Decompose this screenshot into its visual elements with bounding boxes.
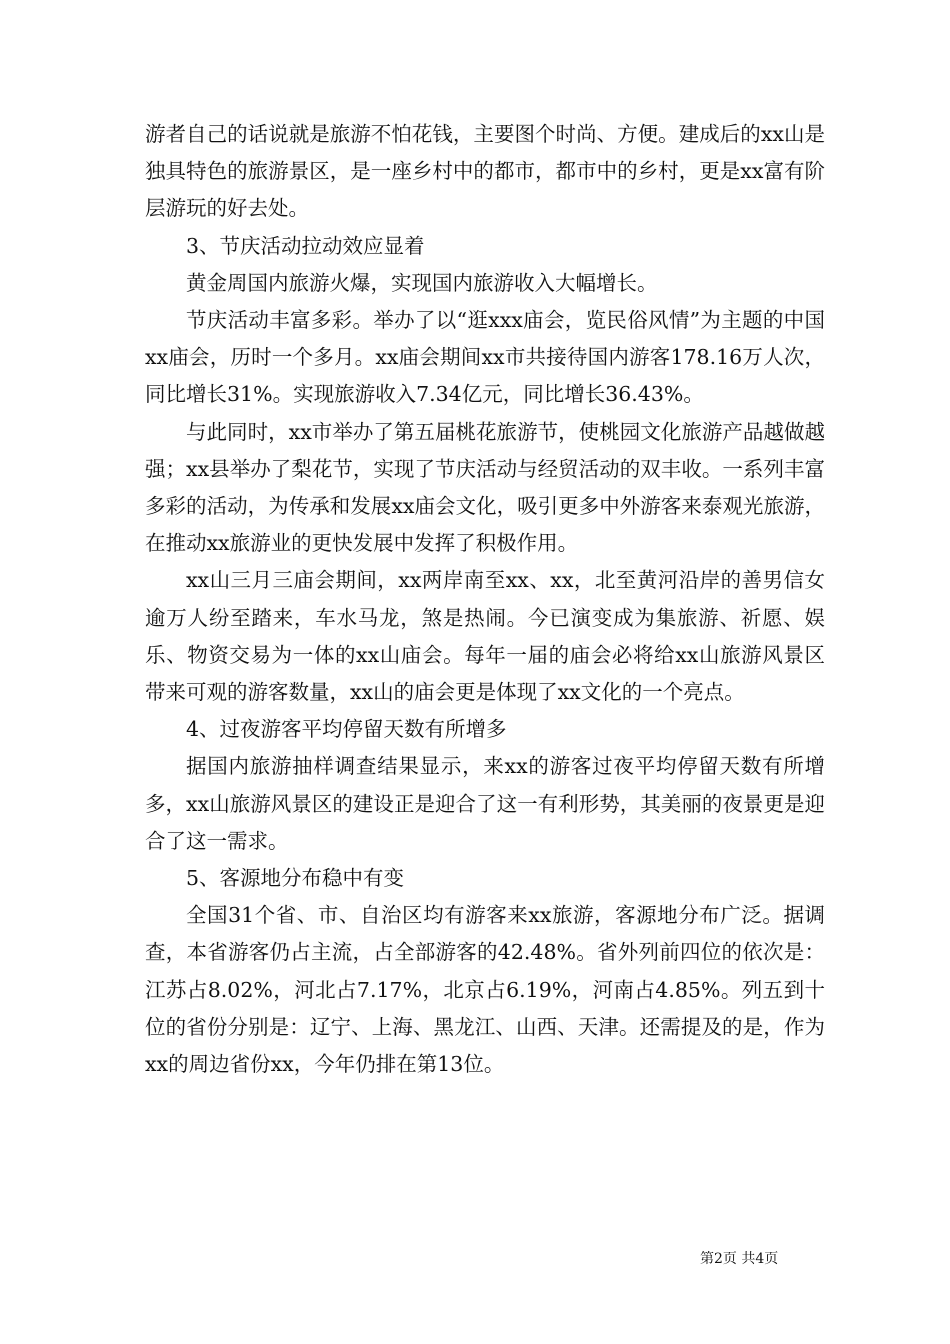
paragraph-2: 黄金周国内旅游火爆，实现国内旅游收入大幅增长。: [186, 270, 658, 295]
section-heading-4: 4、过夜游客平均停留天数有所增多: [186, 717, 507, 742]
paragraph-7: 全国31个省、市、自治区均有游客来xx旅游，客源地分布广泛。据调查，本省游客仍占主流，占全部游客的42.48%。省外列前四位的依次是：江苏占8.02%，河北占7.17%，北京占6.19%，河南占4.85%。列五到十位的省份分别是：辽宁、上海、黑龙江、山西、天津。还需提及的是，作为xx的周边省份xx，今年仍排在第13位。: [145, 903, 825, 1077]
section-heading-3: 3、节庆活动拉动效应显着: [186, 233, 425, 258]
paragraph-1: 游者自己的话说就是旅游不怕花钱，主要图个时尚、方便。建成后的xx山是独具特色的旅游景区，是一座乡村中的都市，都市中的乡村，更是xx富有阶层游玩的好去处。: [145, 122, 825, 221]
paragraph-3: 节庆活动丰富多彩。举办了以“逛xxx庙会，览民俗风情”为主题的中国xx庙会，历时一个多月。xx庙会期间xx市共接待国内游客178.16万人次，同比增长31%。实现旅游收入7.34亿元，同比增长36.43%。: [145, 308, 825, 407]
paragraph-5: xx山三月三庙会期间，xx两岸南至xx、xx，北至黄河沿岸的善男信女逾万人纷至踏来，车水马龙，煞是热闹。今已演变成为集旅游、祈愿、娱乐、物资交易为一体的xx山庙会。每年一届的庙会必将给xx山旅游风景区带来可观的游客数量，xx山的庙会更是体现了xx文化的一个亮点。: [145, 568, 825, 705]
document-body: [145, 116, 825, 1083]
paragraph-4: 与此同时，xx市举办了第五届桃花旅游节，使桃园文化旅游产品越做越强；xx县举办了梨花节，实现了节庆活动与经贸活动的双丰收。一系列丰富多彩的活动，为传承和发展xx庙会文化，吸引更多中外游客来泰观光旅游，在推动xx旅游业的更快发展中发挥了积极作用。: [145, 419, 825, 556]
paragraph-6: 据国内旅游抽样调查结果显示，来xx的游客过夜平均停留天数有所增多，xx山旅游风景区的建设正是迎合了这一有利形势，其美丽的夜景更是迎合了这一需求。: [145, 754, 825, 853]
section-heading-5: 5、客源地分布稳中有变: [186, 866, 405, 891]
page-number: 第2页 共4页: [700, 1251, 779, 1267]
